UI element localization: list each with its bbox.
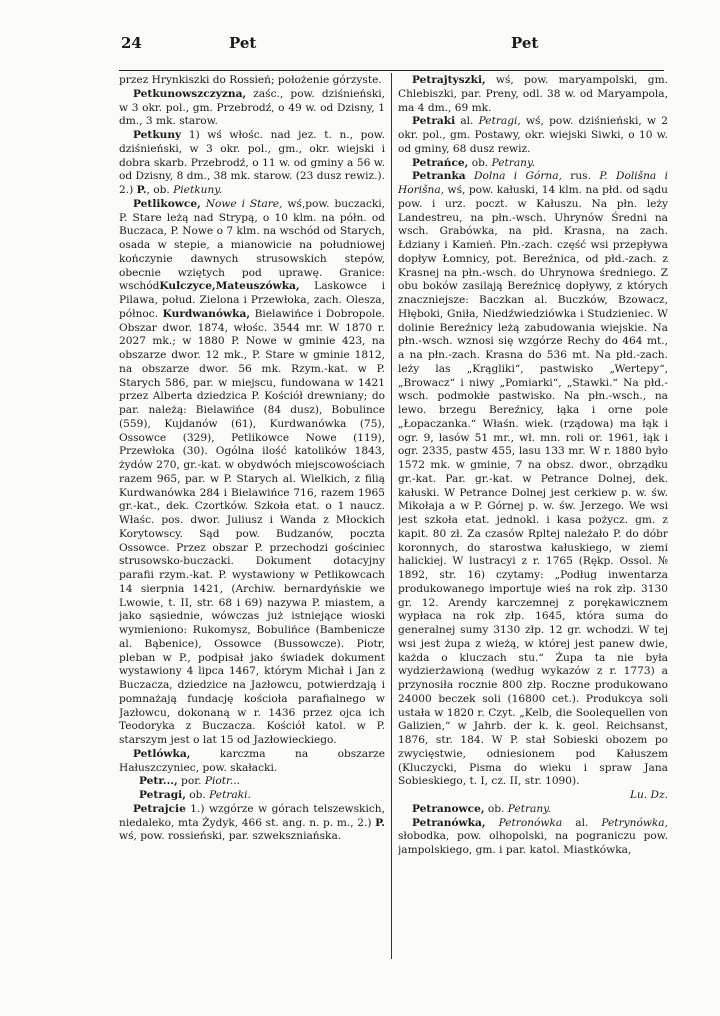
headword: Petranka — [412, 170, 466, 183]
cross-reference: Petrany. — [507, 802, 552, 815]
right-running-head: Pet — [511, 34, 539, 52]
headword-variant: Petronówka — [485, 816, 563, 829]
cross-reference: Petrany. — [491, 156, 535, 169]
entry-petkuny — [119, 129, 385, 198]
bold-place-names: Kulczyce,Mateuszówka, — [159, 280, 300, 293]
headword-variant: Petragi, — [478, 115, 521, 128]
entry-petrance — [398, 157, 668, 171]
entry-petkunowszczyzna — [119, 88, 385, 129]
right-column — [398, 74, 668, 858]
entry-petlikowce — [119, 198, 385, 748]
entry-petranowka — [398, 817, 668, 858]
headword-variants: Dolna i Górna, — [465, 170, 562, 183]
entry-abbr: P. — [375, 816, 385, 829]
headword: Petkuny — [133, 129, 182, 141]
entry-text: zaśc., pow. dziśnieński, w 3 okr. pol., gm. Przebrodź, o 49 w. od Dzisny, 1 dm., 3 mk. starow. — [119, 87, 385, 128]
entry-text: por. — [177, 775, 205, 788]
entry-petranowce — [398, 803, 668, 817]
headword: Petlikowce, — [133, 197, 201, 210]
headword: Petranówka, — [412, 816, 486, 829]
entry-text: ob. — [484, 802, 508, 815]
left-column — [119, 74, 385, 844]
headword: Petranowce, — [412, 802, 485, 815]
left-running-head: Pet — [229, 34, 257, 52]
headword: Petrajtyszki, — [412, 74, 486, 86]
entry-continuation: przez Hrynkiszki do Rossień; położenie górzyste. — [119, 74, 382, 86]
headword: Petkunowszczyzna, — [133, 87, 247, 100]
column-divider — [391, 73, 392, 959]
entry-text: Laskowce i Pilawa, połud. Zielona i Przewłoka, zach. Olesza, północ. — [119, 280, 385, 320]
headword: Petrajcie — [133, 802, 186, 815]
entry-text: 1) wś włośc. nad jez. t. n., pow. dziśnieński, w 3 okr. pol., gm., okr. wiejski i dobra skarb. Przebrodź, o 11 w. od gminy a 56 w. od Dzisny, 8 dm., 38 mk. starow. (23 dusz rewiz.). 2.) — [119, 129, 385, 196]
headword-variant: Petrynówka, — [601, 816, 668, 829]
headword: Petragi, — [139, 789, 186, 801]
entry-text: , ob. — [146, 184, 174, 196]
entry-text: wś,pow. buczacki, P. Stare leżą nad Strypą, o 10 klm. na półn. od Buczaca, P. Nowe o 7 klm. na wschód od Starych, osada w stepie, a mianowicie na południowej kończynie dawnych strusowskich stepów, obecnie wziętych pod uprawę. Granice: wschód — [119, 197, 385, 293]
author-signature: Lu. Dz. — [629, 789, 668, 801]
bold-place-name: Kurdwanówka, — [162, 307, 251, 320]
entry-text: ob. — [468, 156, 492, 169]
entry-text: wś, pow. kałuski, 14 klm. na płd. od sądu pow. i urz. poczt. w Kałuszu. Na płn. leży Landestreu, na płn.-wsch. Uhrynów Średni na wsch. Grabówka, na płd. Krasna, na zach. Łdziany i Kamień. Płn.-zach. część wsi przepływa dopływ Łomnicy, pot. Bereźnica, od płd.-zach. z Krasnej na płn.-wsch. do Uhrynowa średniego. Z obu boków zasilają Bereźnicę dopływy, z których znaczniejsze: Baczkan al. Buczków, Bzowacz, Hłęboki, Gniła, Niedźwiedziówka i Studzieniec. W dolinie Bereźnicy leżą zabudowania wiejskie. Na płn.-wsch. wznosi się wzgórze Rechy do 464 mt., a na płn.-zach. Krasna do 536 mt. Na płd.-zach. leży las „Krągliki“, pastwisko „Wertepy“, „Browacz“ i niwy „Pomiarki“, „Stawki.“ Na płd.-wsch. podmokłe pastwisko. Na płn.-wsch., na lewo. brzegu Bereźnicy, łąka i orne pole „Łopaczanka.“ Właśn. wiek. (rządowa) ma łąk i ogr. 9, lasów 51 mr., wł. mn. roli or. 1961, łąk i ogr. 2335, pastw 455, lasu 133 mr. W r. 1880 było 1572 mk. w gminie, 7 na obsz. dwor., obrządku gr.-kat. Par. gr.-kat. w Petrance Dolnej, dek. kałuski. W Petrance Dolnej jest cerkiew p. w. św. Mikołaja a w P. Górnej p. w. św. Jerzego. We wsi jest szkoła etat. jednokl. i kasa pożycz. gm. z kapit. 80 zł. Za czasów Rpltej należało P. do dóbr koronnych, do starostwa kałuskiego, w ziemi halickiej. W lustracyi z r. 1765 (Rękp. Ossol. № 1892, str. 16) czytamy: „Podług inwentarza produkowanego importuje wieś na rok złp. 3130 gr. 12. Arendy karczemnej z porękawicznem wypłaca na rok złp. 1645, która suma do generalnej sumy 3130 złp. 12 gr. wchodzi. W tej wsi jest żupa z wieżą, w której jest panew dwie, każda o kluczach stu.“ Żupa ta nie była wydzierżawioną (według wykazów z r. 1773) a przynosiła rocznie 800 złp. Roczne produkowano 24000 beczek soli (16800 cet.). Produkcya soli ustała w 1820 r. Czyt. „Kelb, die Soolequellen von Galizien,“ w Jahrb. der k. k. geol. Reichsanst, 1876, str. 184. W P. stał Sobieski obozem po zwycięstwie, odniesionem pod Kałuszem (Kluczycki, Pisma do wieku i spraw Jana Sobieskiego, t. I, cz. II, str. 1090). — [398, 184, 668, 788]
entry-text: wś, pow. maryampolski, gm. Chlebiszki, par. Preny, odl. 38 w. od Maryampola, ma 4 dm., 69 mk. — [398, 74, 668, 114]
entry-abbr: P. — [136, 184, 147, 196]
entry-petr — [119, 775, 385, 789]
entry-text: karczma na obszarze Hałuszczyniec, pow. skałacki. — [119, 747, 385, 774]
headword: Petraki — [412, 115, 456, 128]
entry-text: rus. — [561, 170, 600, 183]
entry-petlowka — [119, 748, 385, 776]
headword: Petr..., — [139, 775, 178, 788]
cross-reference: Piotr... — [204, 775, 241, 788]
entry-text: al. — [562, 816, 602, 829]
entry-text: al. — [455, 115, 479, 128]
entry-text: wś, pow. rossieński, par. szwekszniańska. — [119, 830, 342, 843]
entry-petranka — [398, 170, 668, 789]
entry-petrajtyszki — [398, 74, 668, 115]
entry-petraki — [398, 115, 668, 156]
ruthenian-name: P. Dolišna i Horišna, — [398, 170, 668, 196]
header-rule — [119, 70, 664, 71]
headword: Petlówka, — [133, 747, 191, 760]
entry-text: słobodka, pow. olhopolski, na pograniczu pow. jampolskiego, gm. i par. katol. Miastkówka, — [398, 830, 668, 856]
page-header — [0, 34, 720, 58]
entry-text: ob. — [185, 789, 210, 801]
entry-text: 1.) wzgórze w górach telszewskich, niedaleko, mta Żydyk, 466 st. ang. n. p. m., 2.) — [119, 802, 385, 829]
cross-reference: Petraki. — [209, 789, 251, 801]
entry-text: wś, pow. dziśnieński, w 2 okr. pol., gm. Postawy, okr. wiejski Siwki, o 10 w. od gminy, 68 dusz rewiz. — [398, 115, 668, 155]
headword: Petrańce, — [412, 156, 469, 169]
headword-variants: Nowe i Stare, — [200, 197, 283, 210]
entry-text: Bielawińce i Dobropole. Obszar dwor. 1874, włośc. 3544 mr. W 1870 r. 2027 mk.; w 1880 P. Nowe w gminie 423, na obszarze dwor. 12 mk., P. Stare w gminie 1812, na obszarze dwor. 56 mk. Rzym.-kat. w P. Starych 586, par. w miejscu, fundowana w 1421 przez Alberta dziedzica P. Kościół drewniany; do par. należą: Bielawińce (84 dusz), Bobulince (559), Kujdanów (61), Kurdwanówka (75), Ossowce (329), Petlikowce Nowe (119), Przewłoka (30). Ogólna ilość katolików 1843, żydów 270, gr.-kat. w obydwóch miejscowościach razem 965, par. w P. Starych al. Wielkich, z filią Kurdwanówka 284 i Bielawińce 716, razem 1965 gr.-kat., dek. Czortków. Szkoła etat. o 1 naucz. Właśc. pos. dwor. Juliusz i Wanda z Młockich Korytowscy. Sąd pow. Budzanów, poczta Ossowce. Przez obszar P. przechodzi gościniec strusowsko-buczacki. Dokument dotacyjny parafii rzym.-kat. P. wystawiony w Petlikowcach 14 sierpnia 1421, (Archiw. bernardyńskie we Lwowie, t. II, str. 68 i 69) nazywa P. miastem, a jako sąsiednie, wówczas już istniejące wioski wymieniono: Rukomysz, Bobulińce (Bambenicze al. Bąbenice), Ossowce (Bussowcze). Piotr, pleban w P., podpisał jako świadek dokument wystawiony 4 lipca 1467, którym Michał i Jan z Buczacza, dziedzice na Jazłowcu, potwierdzają i pomnażają fundację kościoła parafialnego w Jazłowcu, dokonaną w r. 1436 przez ojca ich Teodoryka z Buczacza. Kościół katol. w P. starszym jest o lat 15 od Jazłowieckiego. — [119, 307, 385, 746]
entry-petragi — [119, 789, 385, 803]
page-number: 24 — [121, 34, 142, 52]
cross-reference: Pietkuny. — [173, 184, 223, 196]
entry-petrajcie — [119, 803, 385, 844]
